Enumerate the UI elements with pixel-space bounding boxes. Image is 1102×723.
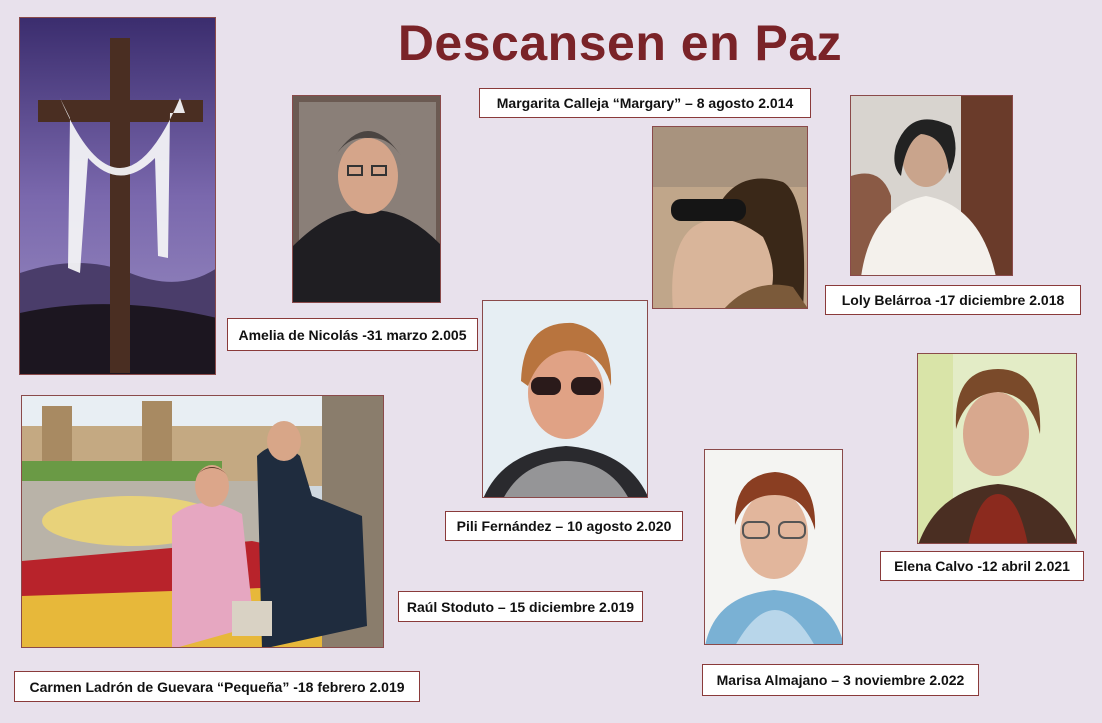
page-title: Descansen en Paz — [397, 15, 843, 71]
raul-label: Raúl Stoduto – 15 diciembre 2.019 — [398, 591, 643, 622]
raul-carmen-photo — [21, 395, 384, 648]
margarita-photo — [652, 126, 808, 309]
pili-photo — [482, 300, 648, 498]
loly-label: Loly Belárroa -17 diciembre 2.018 — [825, 285, 1081, 315]
elena-label: Elena Calvo -12 abril 2.021 — [880, 551, 1084, 581]
marisa-label: Marisa Almajano – 3 noviembre 2.022 — [702, 664, 979, 696]
amelia-photo — [292, 95, 441, 303]
cross-image — [19, 17, 216, 375]
loly-photo — [850, 95, 1013, 276]
amelia-label: Amelia de Nicolás -31 marzo 2.005 — [227, 318, 478, 351]
carmen-label: Carmen Ladrón de Guevara “Pequeña” -18 febrero 2.019 — [14, 671, 420, 702]
pili-label: Pili Fernández – 10 agosto 2.020 — [445, 511, 683, 541]
marisa-photo — [704, 449, 843, 645]
elena-photo — [917, 353, 1077, 544]
margarita-label: Margarita Calleja “Margary” – 8 agosto 2.014 — [479, 88, 811, 118]
